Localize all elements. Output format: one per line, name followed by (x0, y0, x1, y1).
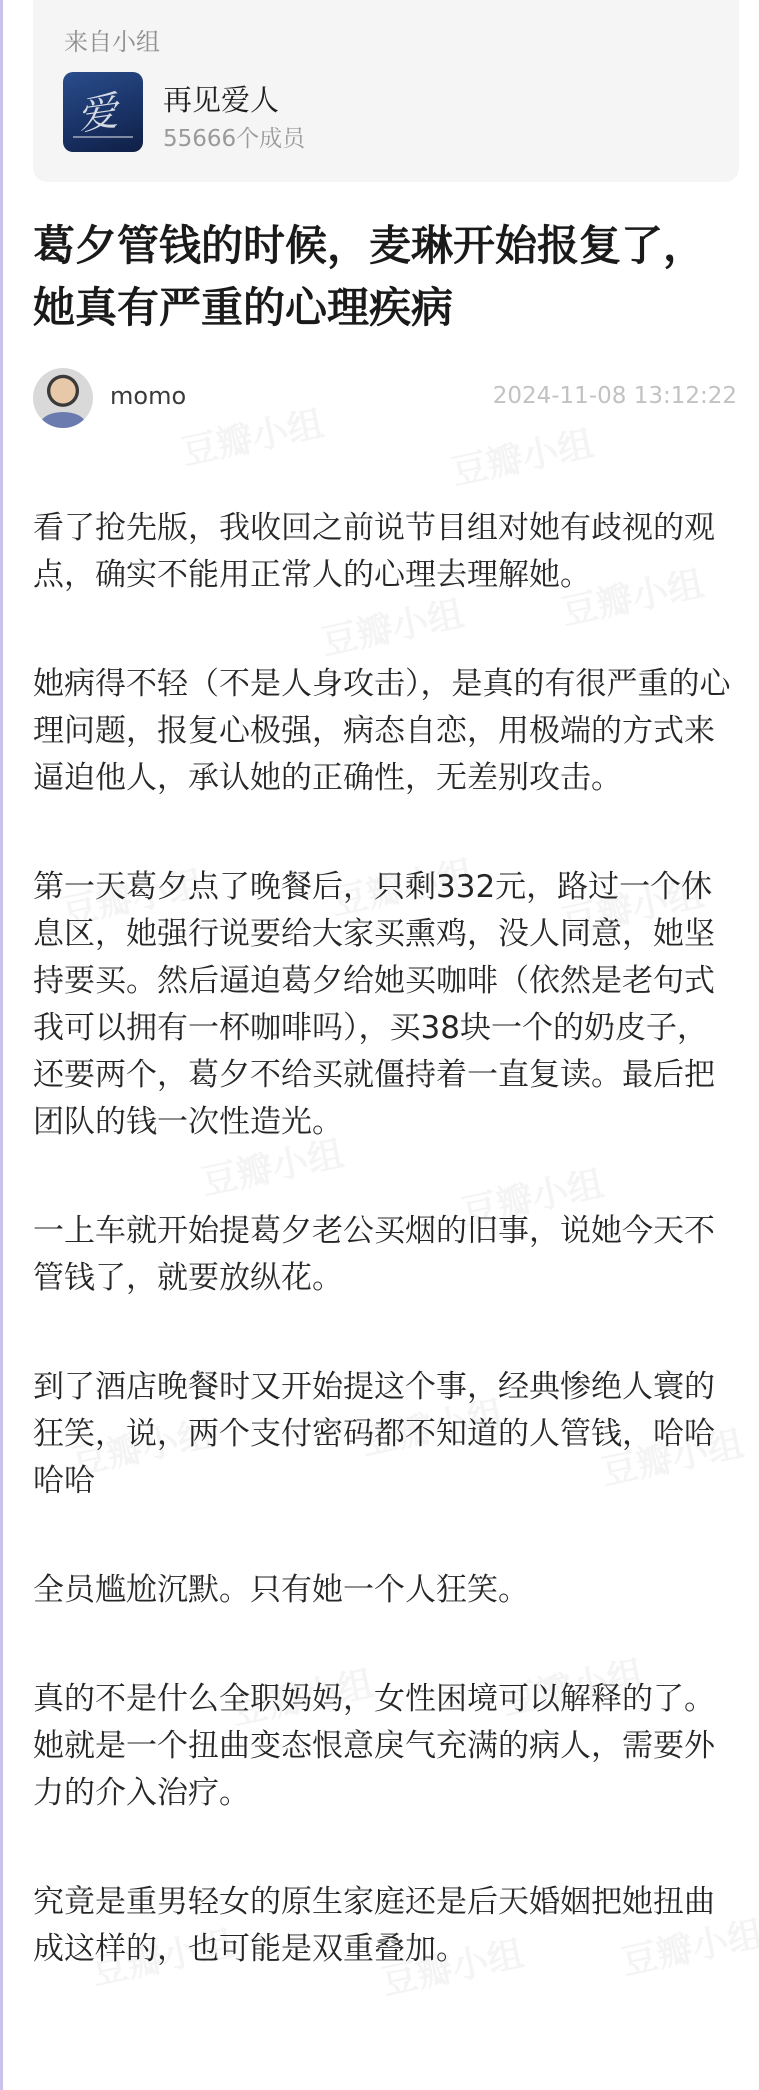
post-paragraph: 真的不是什么全职妈妈，女性困境可以解释的了。她就是一个扭曲变态恨意戾气充满的病人，需要外力的介入治疗。 (33, 1681, 715, 1811)
post-paragraph: 到了酒店晚餐时又开始提这个事，经典惨绝人寰的狂笑，说，两个支付密码都不知道的人管钱，哈哈哈哈 (33, 1369, 715, 1499)
watermark-text (446, 416, 597, 496)
group-member-count: 55666个成员 (163, 126, 306, 152)
post-paragraph: 她病得不轻（不是人身攻击），是真的有很严重的心理问题，报复心极强，病态自恋，用极端的方式来逼迫他人，承认她的正确性，无差别攻击。 (33, 666, 731, 796)
group-from-label: 来自小组 (64, 28, 160, 56)
post-title: 葛夕管钱的时候，麦琳开始报复了，她真有严重的心理疾病 (33, 221, 706, 332)
source-group-card[interactable] (33, 0, 739, 182)
author-avatar[interactable] (33, 368, 93, 428)
group-logo-icon: 爱 (74, 88, 121, 140)
post-timestamp: 2024-11-08 13:12:22 (492, 383, 737, 409)
watermark-text (176, 396, 327, 476)
author-avatar-shirt (41, 412, 85, 428)
group-avatar[interactable] (63, 72, 143, 152)
post-paragraph: 第一天葛夕点了晚餐后，只剩332元，路过一个休息区，她强行说要给大家买熏鸡，没人同意，她坚持要买。然后逼迫葛夕给她买咖啡（依然是老句式我可以拥有一杯咖啡吗），买38块一个的奶皮子，还要两个，葛夕不给买就僵持着一直复读。最后把团队的钱一次性造光。 (33, 869, 715, 1140)
post-paragraph: 看了抢先版，我收回之前说节目组对她有歧视的观点，确实不能用正常人的心理去理解她。 (33, 510, 715, 593)
author-name[interactable]: momo (110, 382, 187, 410)
group-name[interactable]: 再见爱人 (163, 83, 280, 117)
post-body (33, 505, 733, 2035)
left-edge-border (0, 0, 3, 2090)
post-paragraph: 究竟是重男轻女的原生家庭还是后天婚姻把她扭曲成这样的，也可能是双重叠加。 (33, 1884, 715, 1967)
group-logo-line (73, 136, 133, 138)
post-paragraph: 一上车就开始提葛夕老公买烟的旧事，说她今天不管钱了，就要放纵花。 (33, 1213, 715, 1296)
post-paragraph: 全员尴尬沉默。只有她一个人狂笑。 (33, 1572, 529, 1608)
